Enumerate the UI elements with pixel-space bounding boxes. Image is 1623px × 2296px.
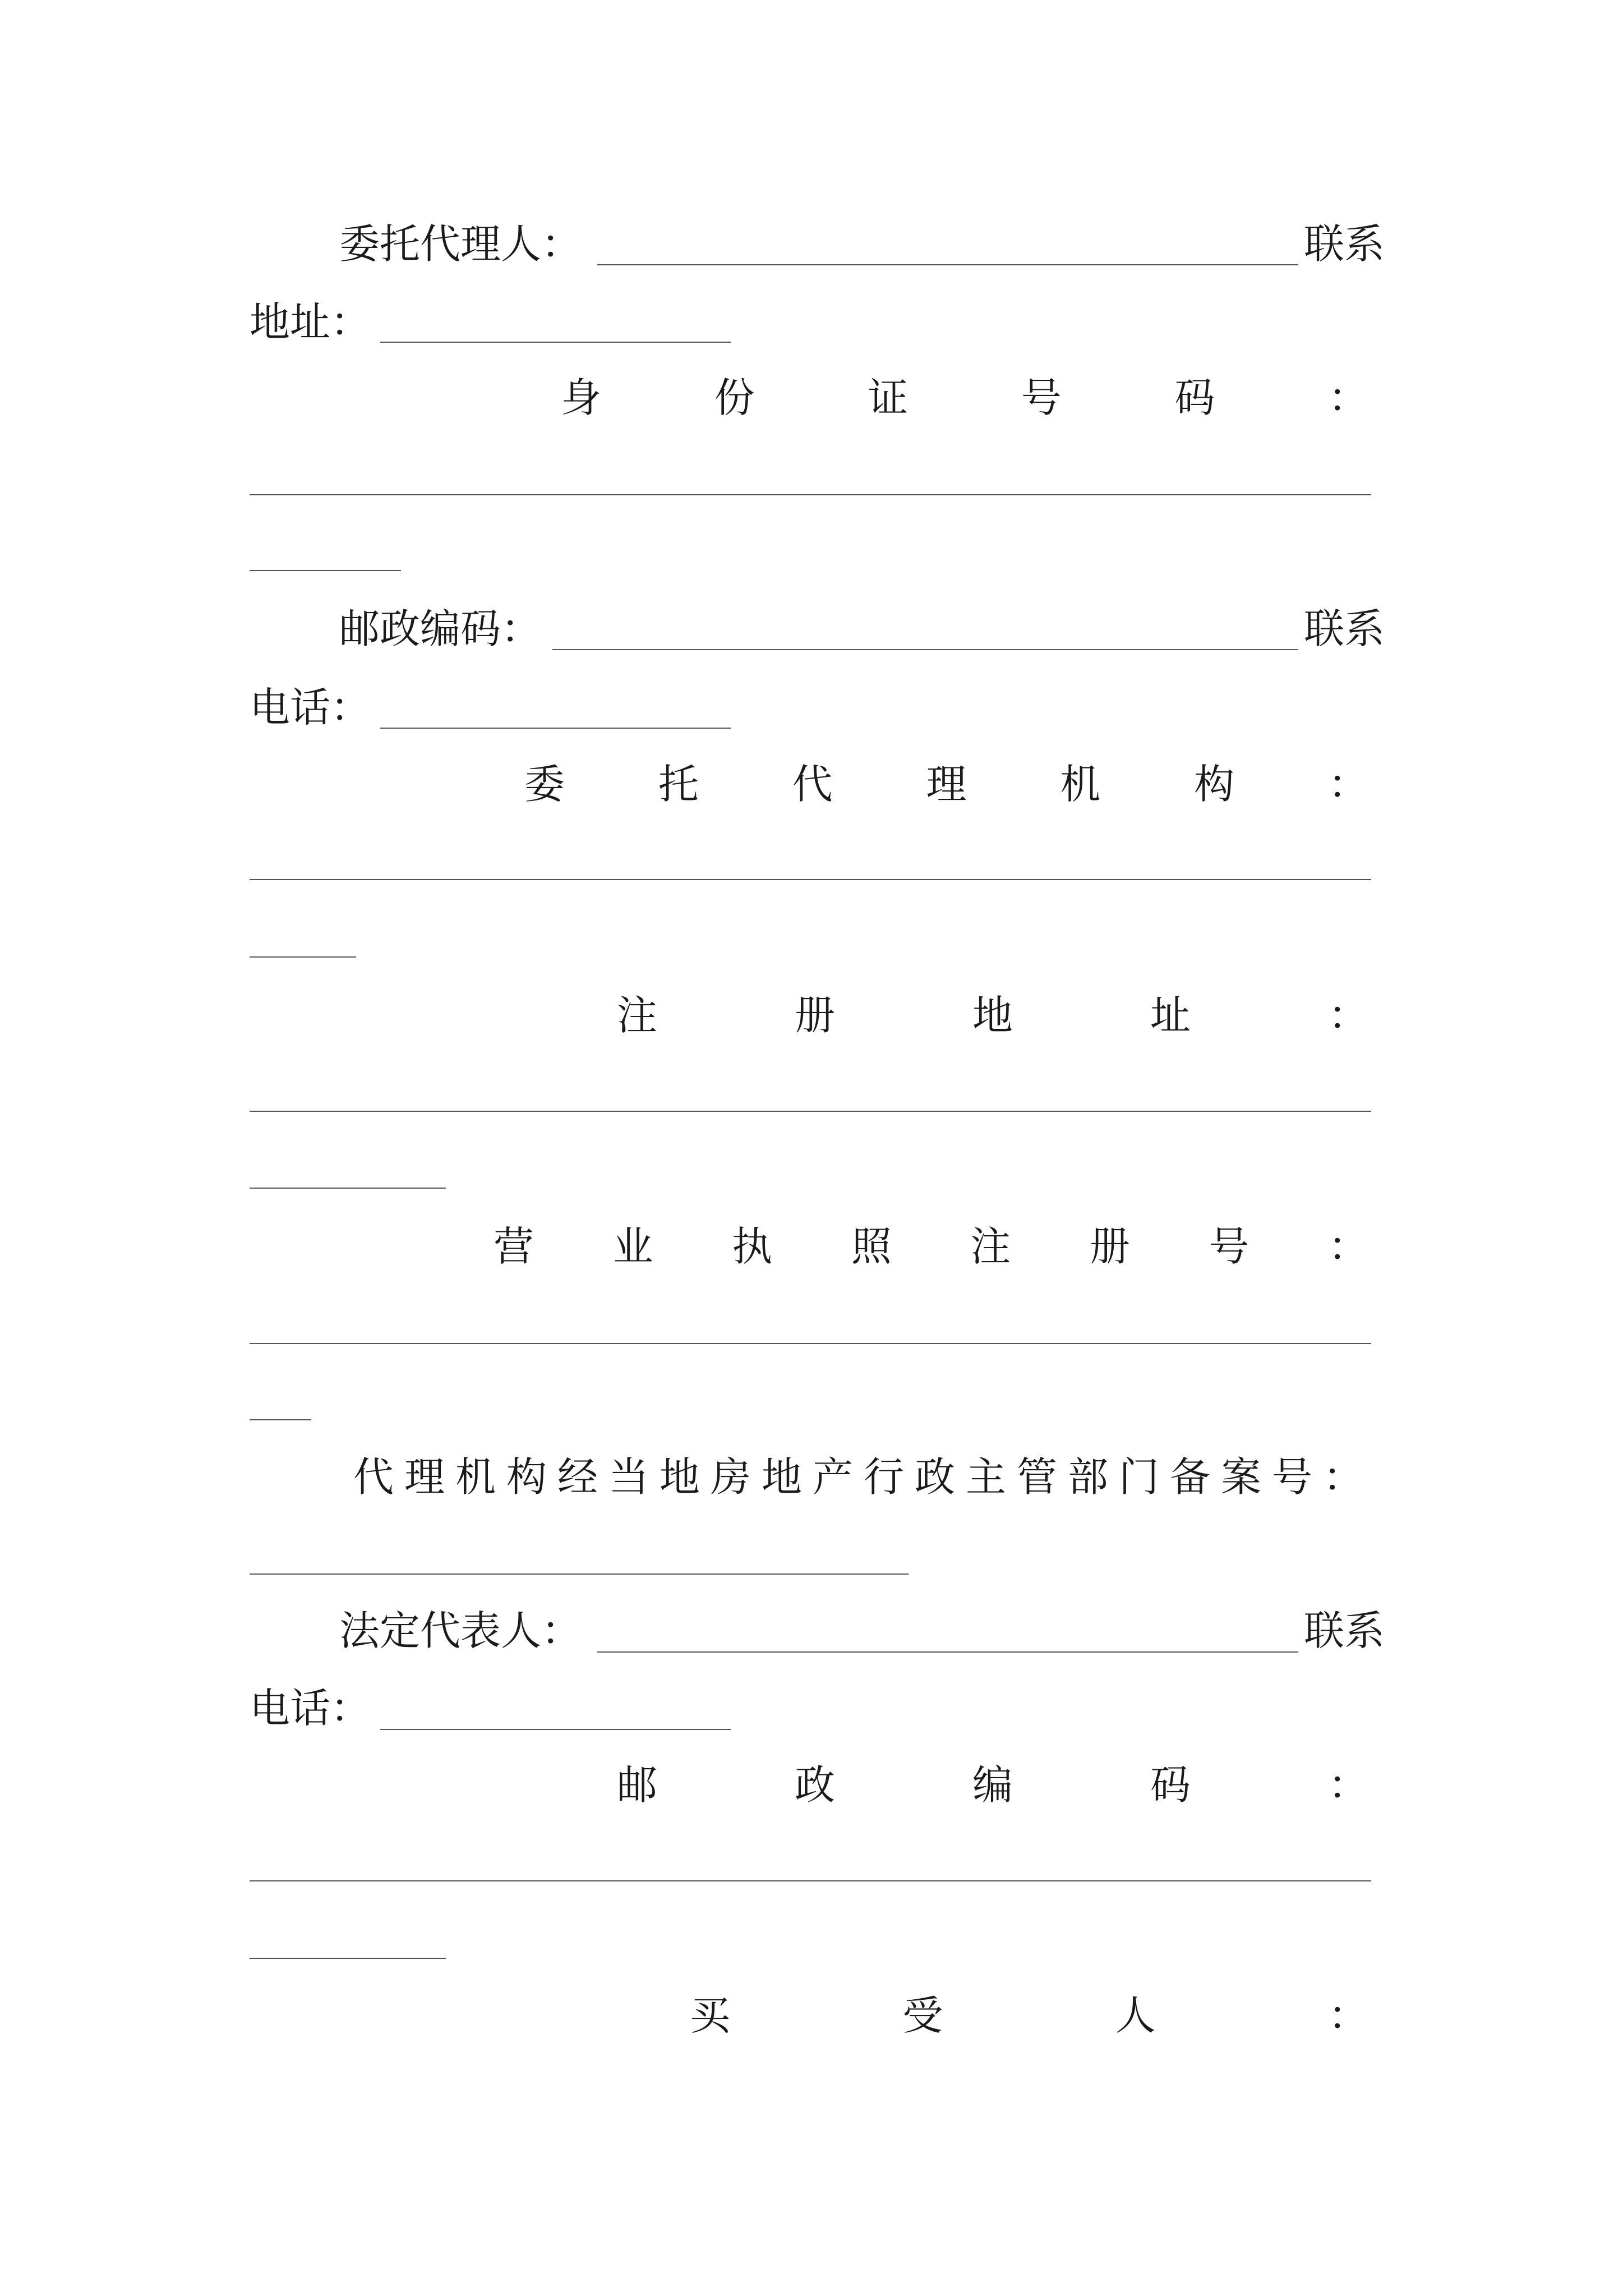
legal-rep-phone-label: 电话：	[250, 1685, 371, 1732]
char: 址	[1150, 992, 1191, 1039]
license-number-label	[494, 1223, 1368, 1270]
char: 注	[617, 992, 658, 1039]
char: 政	[794, 1761, 835, 1809]
reg-address-field[interactable]	[250, 1111, 1371, 1112]
char: 编	[972, 1761, 1013, 1809]
char: 营	[494, 1223, 534, 1270]
filing-number-label: 代理机构经当地房地产行政主管部门备案号：	[353, 1453, 1375, 1501]
agent-postcode-label: 邮政编码：	[339, 605, 542, 652]
char: 理	[926, 761, 967, 808]
agency-label	[524, 761, 1368, 808]
agent-postcode-field[interactable]	[552, 649, 1298, 650]
char: 受	[902, 1992, 943, 2039]
char: 业	[612, 1223, 653, 1270]
agent-address-field[interactable]	[380, 342, 731, 343]
char: 代	[792, 761, 833, 808]
char: 买	[690, 1992, 731, 2039]
agency-field-cont[interactable]	[250, 956, 356, 958]
legal-rep-contact-label: 联系	[1304, 1607, 1385, 1654]
char: ：	[1327, 761, 1368, 808]
agent-phone-contact-label: 联系	[1304, 605, 1385, 652]
id-number-field-cont[interactable]	[250, 570, 401, 571]
char: 人	[1115, 1992, 1156, 2039]
agency-field[interactable]	[250, 879, 1371, 880]
agent-address-label: 地址：	[250, 298, 371, 346]
char: ：	[1327, 374, 1368, 421]
char: 册	[794, 992, 835, 1039]
agent-phone-field[interactable]	[380, 728, 731, 729]
char: ：	[1327, 1223, 1368, 1270]
filing-number-field[interactable]	[250, 1573, 909, 1575]
char: 执	[732, 1223, 773, 1270]
id-number-label	[561, 374, 1368, 421]
char: 码	[1150, 1761, 1191, 1809]
char: 委	[524, 761, 565, 808]
char: 码	[1174, 374, 1215, 421]
char: 册	[1089, 1223, 1130, 1270]
reg-address-field-cont[interactable]	[250, 1188, 446, 1189]
legal-rep-label: 法定代表人：	[339, 1607, 582, 1654]
char: 机	[1060, 761, 1101, 808]
char: 注	[970, 1223, 1011, 1270]
id-number-field[interactable]	[250, 494, 1371, 495]
postcode-field-cont[interactable]	[250, 1958, 446, 1959]
char: 证	[868, 374, 909, 421]
agent-contact-label: 联系	[1304, 220, 1385, 268]
char: 份	[714, 374, 755, 421]
legal-rep-phone-field[interactable]	[380, 1729, 731, 1730]
char: 托	[658, 761, 699, 808]
char: 地	[972, 992, 1013, 1039]
legal-rep-field[interactable]	[597, 1651, 1298, 1653]
char: ：	[1327, 1761, 1368, 1809]
postcode-label	[617, 1761, 1368, 1809]
reg-address-label	[617, 992, 1368, 1039]
char: 邮	[617, 1761, 658, 1809]
agent-phone-label: 电话：	[250, 684, 371, 731]
char: ：	[1327, 1992, 1368, 2039]
buyer-label	[690, 1992, 1368, 2039]
postcode-field[interactable]	[250, 1880, 1371, 1881]
char: ：	[1327, 992, 1368, 1039]
license-number-field-cont[interactable]	[250, 1419, 311, 1420]
license-number-field[interactable]	[250, 1343, 1371, 1344]
char: 照	[851, 1223, 892, 1270]
char: 身	[561, 374, 602, 421]
char: 构	[1194, 761, 1235, 808]
agent-name-field[interactable]	[597, 264, 1298, 265]
char: 号	[1209, 1223, 1249, 1270]
char: 号	[1021, 374, 1062, 421]
agent-label: 委托代理人：	[339, 220, 582, 268]
